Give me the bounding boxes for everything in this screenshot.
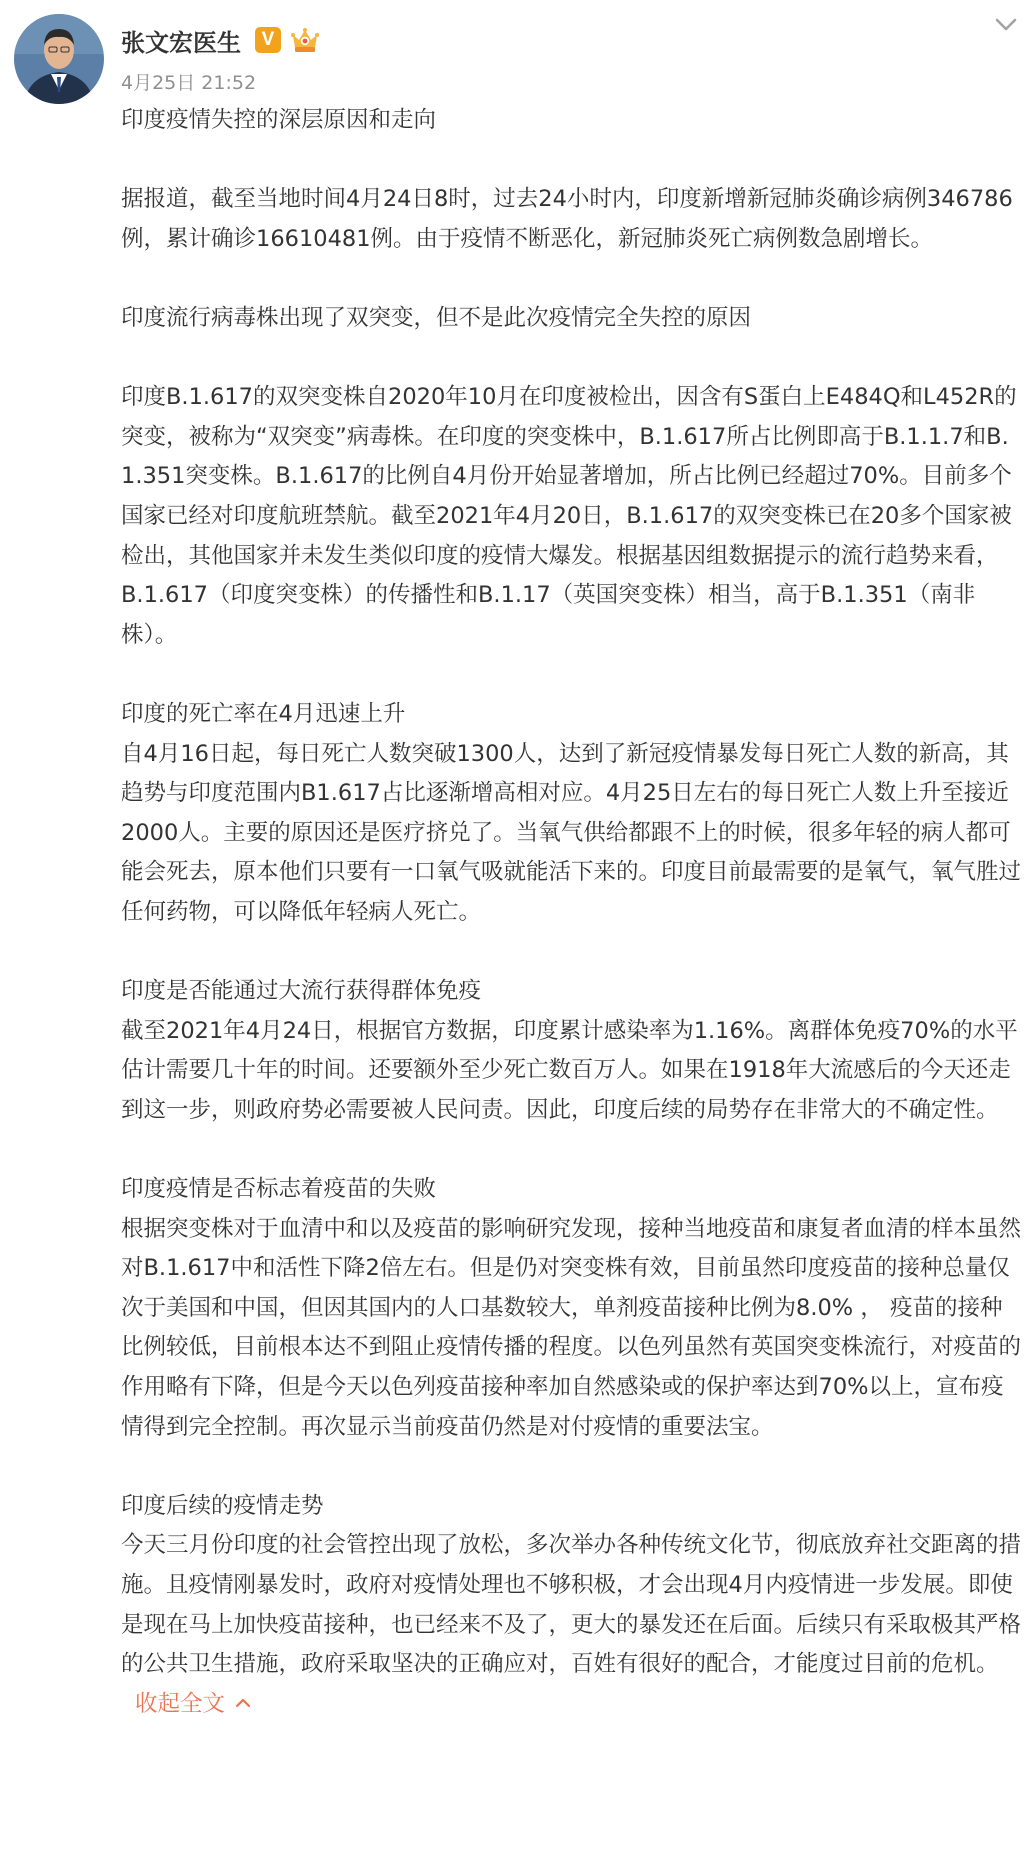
paragraph-gap <box>121 259 1021 299</box>
member-crown-icon <box>289 25 321 55</box>
paragraph-gap <box>121 1130 1021 1170</box>
paragraph-gap <box>121 339 1021 379</box>
post-title: 印度疫情失控的深层原因和走向 <box>121 107 437 133</box>
verified-icon: V <box>255 27 281 53</box>
chevron-down-icon[interactable] <box>988 10 1024 40</box>
paragraph: 印度是否能通过大流行获得群体免疫 截至2021年4月24日，根据官方数据，印度累计感染率为1.16%。离群体免疫70%的水平估计需要几十年的时间。还要额外至少死亡数百万人。如果在1918年大流感后的今天还走到这一步，则政府势必需要被人民问责。因此，印度后续的局势存在非常大的不确定性。 <box>121 978 1018 1123</box>
chevron-up-icon <box>235 1697 251 1708</box>
paragraph-gap <box>121 141 1021 181</box>
paragraph-gap <box>121 1447 1021 1487</box>
collapse-button[interactable] <box>135 1691 251 1717</box>
paragraph-gap <box>121 932 1021 972</box>
avatar[interactable] <box>14 14 104 104</box>
paragraph: 据报道，截至当地时间4月24日8时，过去24小时内，印度新增新冠肺炎确诊病例346786例，累计确诊16610481例。由于疫情不断恶化，新冠肺炎死亡病例数急剧增长。 <box>121 186 1013 252</box>
avatar-portrait-icon <box>14 14 104 104</box>
paragraph: 印度B.1.617的双突变株自2020年10月在印度被检出，因含有S蛋白上E484Q和L452R的突变，被称为“双突变”病毒株。在印度的突变株中，B.1.617所占比例即高于B.1.1.7和B.1.351突变株。B.1.617的比例自4月份开始显著增加，所占比例已经超过70%。目前多个国家已经对印度航班禁航。截至2021年4月20日，B.1.617的双突变株已在20多个国家被检出，其他国家并未发生类似印度的疫情大爆发。根据基因组数据提示的流行趋势来看，B.1.617（印度突变株）的传播性和B.1.17（英国突变株）相当，高于B.1.351（南非株）。 <box>121 384 1017 648</box>
paragraph-gap <box>121 655 1021 695</box>
post-timestamp: 4月25日 21:52 <box>121 72 257 94</box>
paragraph: 印度的死亡率在4月迅速上升 自4月16日起，每日死亡人数突破1300人，达到了新冠疫情暴发每日死亡人数的新高，其趋势与印度范围内B1.617占比逐渐增高相对应。4月25日左右的每日死亡人数上升至接近2000人。主要的原因还是医疗挤兑了。当氧气供给都跟不上的时候，很多年轻的病人都可能会死去，原本他们只要有一口氧气吸就能活下来的。印度目前最需要的是氧气，氧气胜过任何药物，可以降低年轻病人死亡。 <box>121 700 1022 925</box>
paragraph-last <box>121 1487 1021 1725</box>
author-row <box>121 19 321 61</box>
paragraph-text: 印度后续的疫情走势 今天三月份印度的社会管控出现了放松，多次举办各种传统文化节，彻底放弃社交距离的措施。且疫情刚暴发时，政府对疫情处理也不够积极，才会出现4月内疫情进一步发展。即使是现在马上加快疫苗接种，也已经来不及了，更大的暴发还在后面。后续只有采取极其严格的公共卫生措施，政府采取坚决的正确应对，百姓有很好的配合，才能度过目前的危机。 <box>121 1492 1022 1678</box>
post-body <box>121 101 1021 1724</box>
section-heading: 印度流行病毒株出现了双突变，但不是此次疫情完全失控的原因 <box>121 304 752 331</box>
author-name[interactable]: 张文宏医生 <box>121 28 241 57</box>
paragraph: 印度疫情是否标志着疫苗的失败 根据突变株对于血清中和以及疫苗的影响研究发现，接种当地疫苗和康复者血清的样本虽然对B.1.617中和活性下降2倍左右。但是仍对突变株有效，目前虽然印度疫苗的接种总量仅次于美国和中国，但因其国内的人口基数较大，单剂疫苗接种比例为8.0% ， 疫苗的接种比例较低，目前根本达不到阻止疫情传播的程度。以色列虽然有英国突变株流行，对疫苗的作用略有下降，但是今天以色列疫苗接种率加自然感染或的保护率达到70%以上，宣布疫情得到完全控制。再次显示当前疫苗仍然是对付疫情的重要法宝。 <box>121 1176 1022 1440</box>
collapse-label: 收起全文 <box>135 1690 226 1717</box>
